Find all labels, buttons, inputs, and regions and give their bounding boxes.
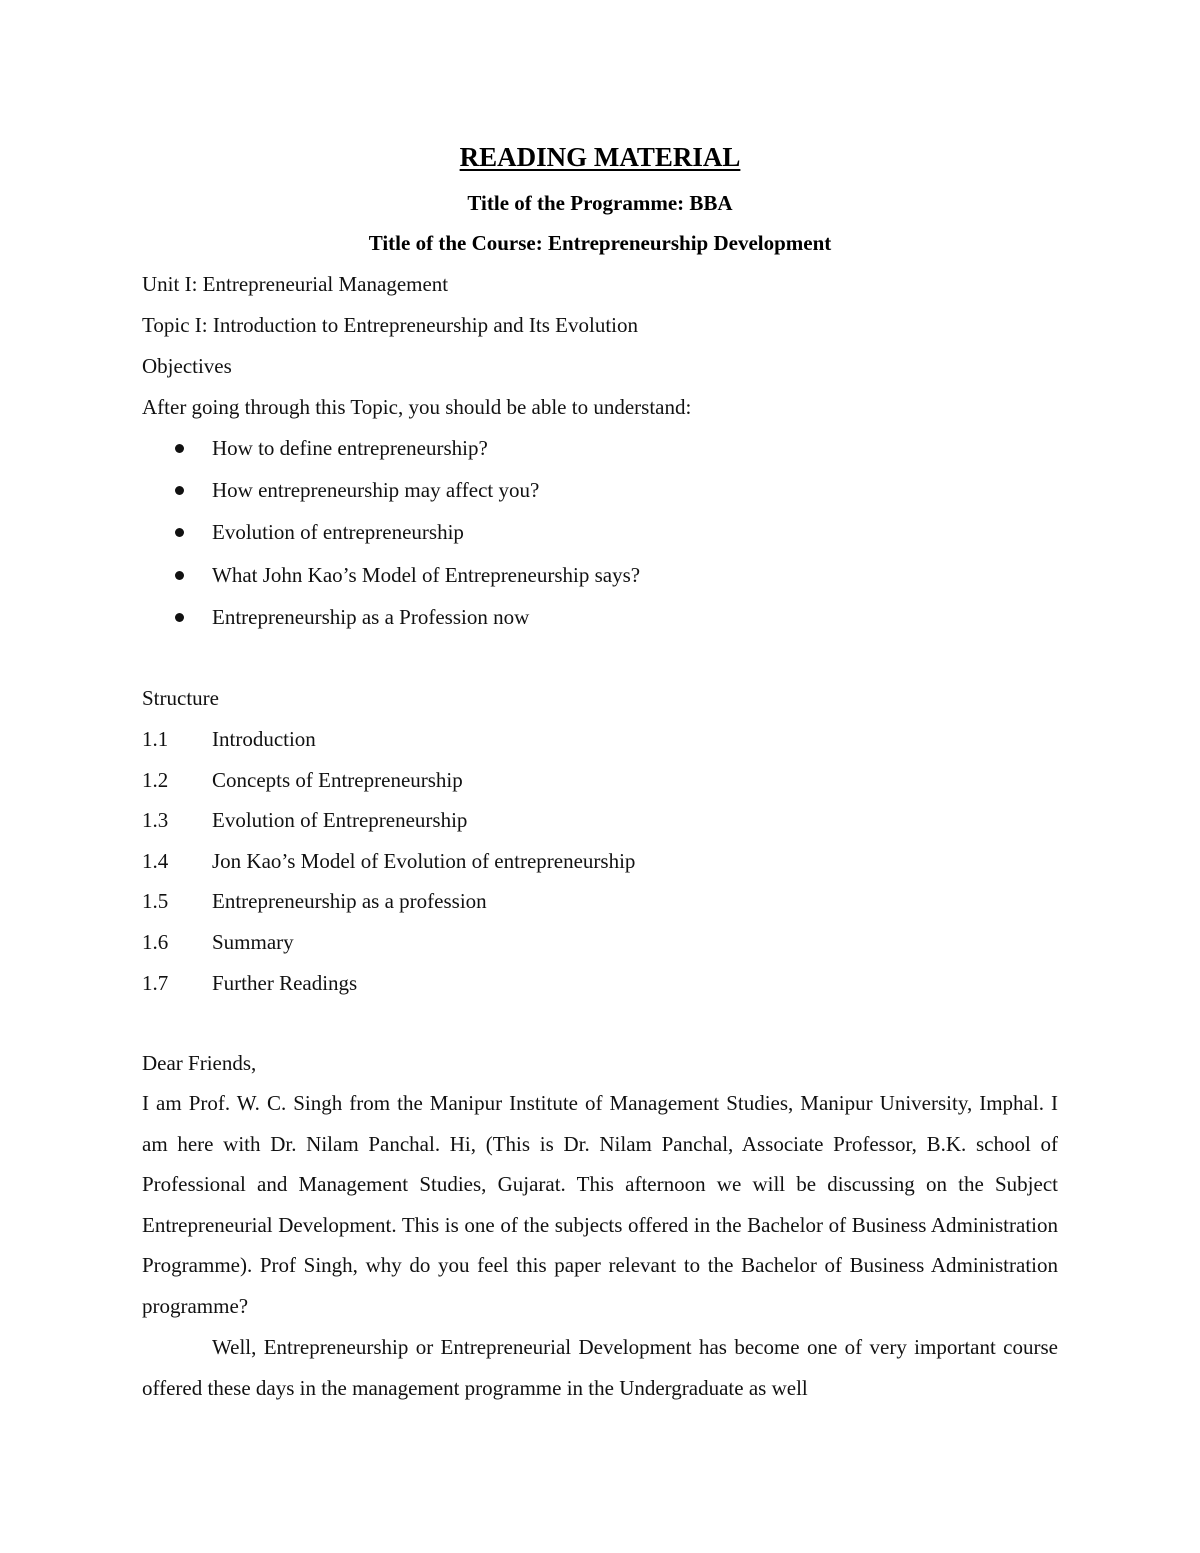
bullet-icon xyxy=(175,613,184,622)
structure-item: Concepts of Entrepreneurship xyxy=(212,768,463,792)
structure-heading: Structure xyxy=(142,686,219,710)
list-item: How entrepreneurship may affect you? xyxy=(212,478,540,502)
structure-item: Summary xyxy=(212,930,294,954)
structure-item: Further Readings xyxy=(212,971,358,995)
structure-item: Evolution of Entrepreneurship xyxy=(212,808,468,832)
topic-line: Topic I: Introduction to Entrepreneurship and Its Evolution xyxy=(142,313,639,337)
structure-number: 1.1 xyxy=(142,727,169,751)
structure-item: Jon Kao’s Model of Evolution of entrepreneurship xyxy=(212,849,636,873)
document-title: READING MATERIAL xyxy=(459,142,741,172)
structure-number: 1.2 xyxy=(142,768,169,792)
body-paragraph-2: Well, Entrepreneurship or Entrepreneurial Development has become one of very important course offered these days in the management programme in the Undergraduate as well xyxy=(142,1335,1058,1400)
bullet-icon xyxy=(175,571,184,580)
structure-number: 1.7 xyxy=(142,971,169,995)
bullet-icon xyxy=(175,444,184,453)
list-item: What John Kao’s Model of Entrepreneurship says? xyxy=(212,563,641,587)
course-title: Title of the Course: Entrepreneurship Development xyxy=(368,231,832,255)
list-item: How to define entrepreneurship? xyxy=(212,436,488,460)
bullet-icon xyxy=(175,486,184,495)
list-item: Entrepreneurship as a Profession now xyxy=(212,605,530,629)
unit-line: Unit I: Entrepreneurial Management xyxy=(142,272,449,296)
structure-item: Introduction xyxy=(212,727,316,751)
programme-title: Title of the Programme: BBA xyxy=(467,191,733,215)
structure-number: 1.5 xyxy=(142,889,169,913)
salutation: Dear Friends, xyxy=(142,1051,257,1075)
bullet-icon xyxy=(175,528,184,537)
structure-number: 1.4 xyxy=(142,849,169,873)
body-paragraph-1: I am Prof. W. C. Singh from the Manipur Institute of Management Studies, Manipur University, Imphal. I am here with Dr. Nilam Panchal. Hi, (This is Dr. Nilam Panchal, Associate Professor, B.K. school of Professional and Management Studies, Gujarat. This afternoon we will be discussing on the Subject Entrepreneurial Development. This is one of the subjects offered in the Bachelor of Business Administration Programme). Prof Singh, why do you feel this paper relevant to the Bachelor of Business Administration programme? xyxy=(142,1091,1058,1318)
objectives-intro: After going through this Topic, you should be able to understand: xyxy=(142,395,692,419)
list-item: Evolution of entrepreneurship xyxy=(212,520,464,544)
structure-number: 1.3 xyxy=(142,808,169,832)
objectives-heading: Objectives xyxy=(142,354,232,378)
structure-item: Entrepreneurship as a profession xyxy=(212,889,487,913)
structure-number: 1.6 xyxy=(142,930,169,954)
